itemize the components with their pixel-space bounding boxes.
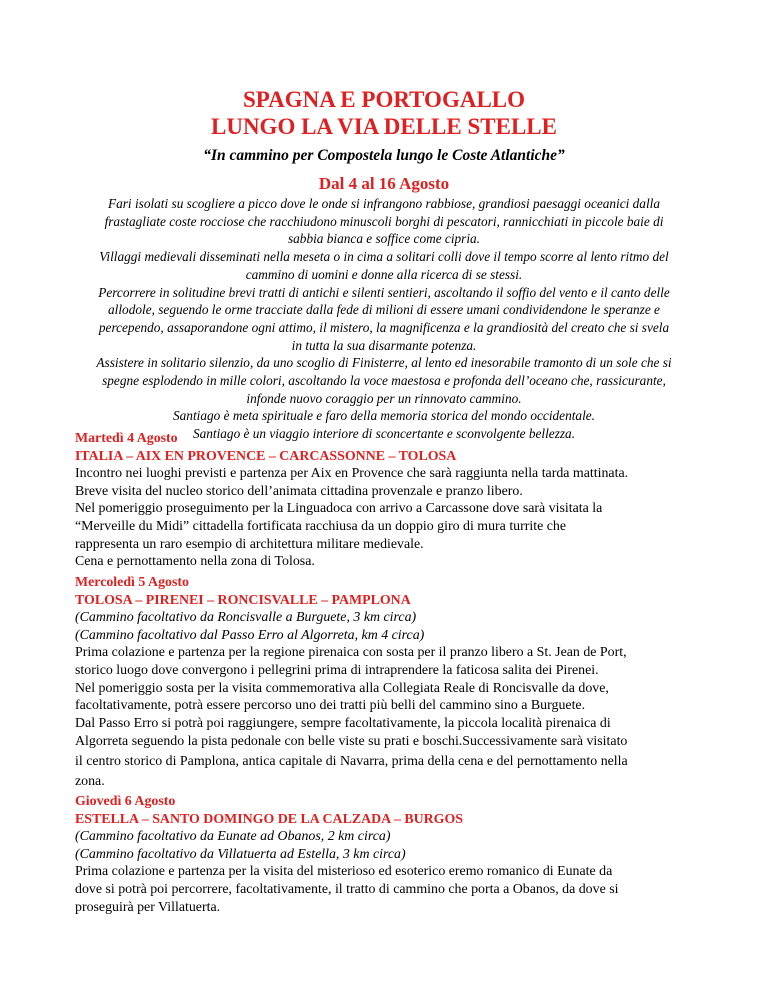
day-text-line: storico luogo dove convergono i pellegrini prima di intraprendere la faticosa salita dei Pirenei. [75,662,599,678]
day-text-line: rappresenta un raro esempio di architettura militare medievale. [75,536,424,552]
page-title-line-2: LUNGO LA VIA DELLE STELLE [211,114,557,139]
optional-walk-note: (Cammino facoltativo da Roncisvalle a Burguete, 3 km circa) [75,610,417,626]
optional-walk-note: (Cammino facoltativo da Eunate ad Obanos, 2 km circa) [75,829,391,845]
intro-line: frastagliate coste rocciose che racchiudono minuscoli borghi di pescatori, rannicchiati in piccole baie di [104,213,664,229]
day-text-line: “Merveille du Midi” cittadella fortificata racchiusa da un doppio giro di mura turrite che [75,518,567,534]
intro-line: Assistere in solitario silenzio, da uno scoglio di Finisterre, al lento ed inesorabile tramonto di un sole che si [96,355,672,371]
intro-line: sabbia bianca e soffice come cipria. [287,231,481,247]
intro-line: infonde nuovo coraggio per un rinnovato cammino. [246,390,522,406]
travel-dates: Dal 4 al 16 Agosto [318,174,450,193]
day-text-line: Cena e pernottamento nella zona di Tolosa. [75,554,315,570]
day-text-line: Dal Passo Erro si potrà poi raggiungere, sempre facoltativamente, la piccola località pirenaica di [75,715,611,731]
day-text-line: Incontro nei luoghi previsti e partenza per Aix en Provence che sarà raggiunta nella tarda mattinata. [75,466,629,482]
day-date: Giovedì 6 Agosto [75,794,176,809]
intro-line: percependo, assaporandone ogni attimo, il mistero, la magnificenza e la grandiosità del creato che si svela [98,319,670,335]
intro-line: Villaggi medievali disseminati nella meseta o in cima a solitari colli dove il tempo scorre al lento ritmo del [99,249,669,265]
day-text-line: Breve visita del nucleo storico dell’animata cittadina provenzale e pranzo libero. [75,483,523,499]
intro-line: Fari isolati su scogliere a picco dove le onde si infrangono rabbiose, grandiosi paesaggi oceanici dalla [107,196,660,211]
intro-line: cammino di uomini e donne alla ricerca di se stessi. [245,266,523,282]
itinerary-day-1 [75,430,705,571]
intro-line: allodole, seguendo le orme tracciate dalla fede di milioni di essere umani condividendone le speranze e [108,302,660,318]
intro-line: in tutta la sua disarmante potenza. [291,337,477,353]
day-text-line: Algorreta seguendo la pista pedonale con belle viste su prati e boschi.Successivamente sarà visitato [75,734,628,750]
intro-paragraph [60,195,708,443]
day-text-line: Nel pomeriggio proseguimento per la Linguadoca con arrivo a Carcassone dove sarà visitata la [75,501,603,517]
day-text-line: Prima colazione e partenza per la visita del misterioso ed esoterico eremo romanico di Eunate da [75,864,613,880]
intro-line: spegne esplodendo in mille colori, ascoltando la voce maestosa e profonda dell’oceano che, rassicurante, [102,373,666,389]
day-route: TOLOSA – PIRENEI – RONCISVALLE – PAMPLONA [75,592,411,608]
day-text-line: proseguirà per Villatuerta. [75,899,221,915]
day-date: Mercoledì 5 Agosto [75,575,189,590]
optional-walk-note: (Cammino facoltativo da Villatuerta ad Estella, 3 km circa) [75,846,406,862]
itinerary-day-2 [75,574,705,791]
page-title-line-1: SPAGNA E PORTOGALLO [242,87,526,112]
day-text-line: facoltativamente, potrà essere percorso uno dei tratti più belli del cammino sino a Burguete. [75,698,586,714]
day-text-line: Nel pomeriggio sosta per la visita commemorativa alla Collegiata Reale di Roncisvalle da dove, [75,680,609,696]
itinerary-day-3 [75,793,705,916]
day-text-line: dove si potrà poi percorrere, facoltativamente, il tratto di cammino che porta a Obanos, da dove si [75,881,619,897]
intro-line: Percorrere in solitudine brevi tratti di antichi e silenti sentieri, ascoltando il soffio del vento e il canto delle [98,284,670,300]
optional-walk-note: (Cammino facoltativo dal Passo Erro al Algorreta, km 4 circa) [75,627,425,643]
day-text-line: Prima colazione e partenza per la regione pirenaica con sosta per il pranzo libero a St. Jean de Port, [75,645,627,661]
day-route: ESTELLA – SANTO DOMINGO DE LA CALZADA – BURGOS [75,811,463,827]
day-text-line: zona. [75,773,105,789]
intro-line: Santiago è un viaggio interiore di sconcertante e sconvolgente bellezza. [192,426,576,442]
day-route: ITALIA – AIX EN PROVENCE – CARCASSONNE – TOLOSA [75,448,457,464]
page-subtitle: “In cammino per Compostela lungo le Coste Atlantiche” [203,147,565,164]
day-text-line: il centro storico di Pamplona, antica capitale di Navarra, prima della cena e del pernottamento nella [75,753,628,769]
day-date: Martedì 4 Agosto [75,431,178,446]
intro-line: Santiago è meta spirituale e faro della memoria storica del mondo occidentale. [173,408,595,424]
